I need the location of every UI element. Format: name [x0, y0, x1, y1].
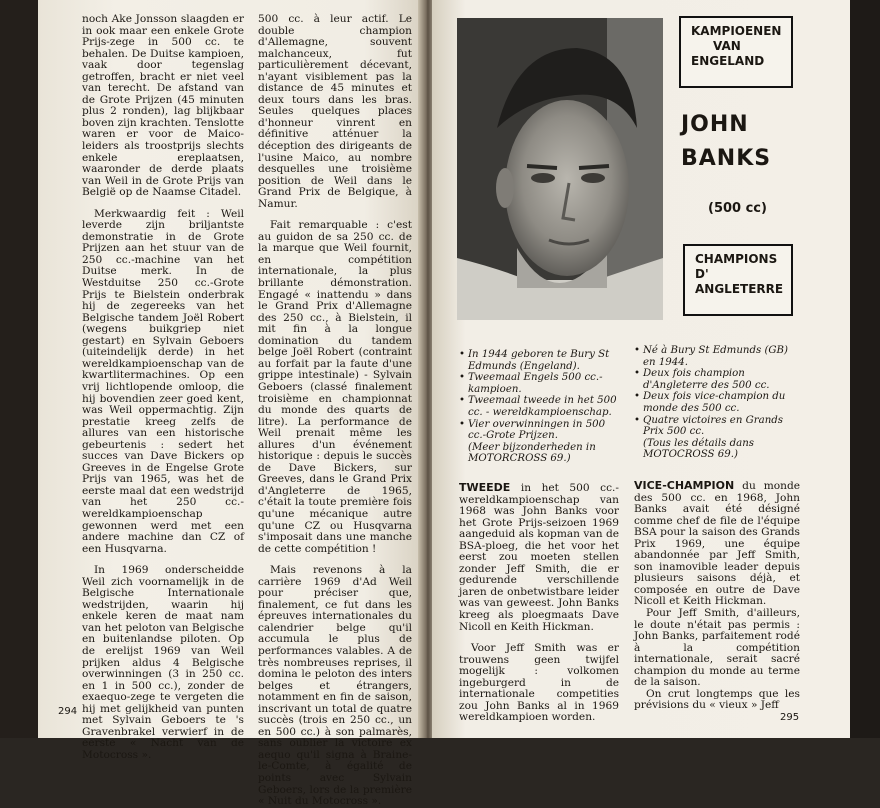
left-column-french [258, 14, 412, 808]
portrait-photo [457, 18, 663, 320]
background-left-edge [0, 0, 38, 738]
paragraph [459, 482, 619, 633]
paragraph: Merkwaardig feit : Weil leverde zijn briljantste demonstratie in de Grote Prijzen aan het stuur van de 250 cc.-machine van het Duitse merk. In de Westduitse 250 cc.-Grote Prijs te Bielstein onderbrak hij de zegereeks van het Belgische tandem Joël Robert (wegens buikgriep niet gestart) en Sylvain Geboers (uiteindelijk derde) in het wereldkampioenschap van de kwartlitermachines. Op een vrij lichtlopende omloop, die hij bovendien zeer goed kent, was Weil oppermachtig. Zijn prestatie kreeg zelfs de allures van een historische gebeurtenis : sedert het succes van Dave Bickers op Greeves in de Engelse Grote Prijs van 1965, was het de eerste maal dat een wedstrijd van het 250 cc.-wereldkampioenschap gewonnen werd met een andere machine dan CZ of een Husqvarna. [82, 207, 244, 555]
paragraph: Mais revenons à la carrière 1969 d'Ad Weil pour préciser que, finalement, ce fut dans les épreuves internationales du calendrier belge qu'il accumula le plus de performances valables. A de très nombreuses reprises, il domina le peloton des inters belges et étrangers, notamment en fin de saison, inscrivant un total de quatre succès (trois en 250 cc., un en 500 cc.) à son palmarès, sans oublier la victoire ex aequo qu'il signa à Braine-le-Comte, à égalité de points avec Sylvain Geboers, lors de la première « Nuit du Motocross ». [258, 564, 412, 808]
bullet: • [459, 418, 466, 430]
page-number-left: 294 [58, 706, 78, 717]
facts-list-dutch [459, 349, 621, 465]
box-line: KAMPIOENEN [691, 24, 782, 38]
paragraph-text: in het 500 cc.-wereldkampioenschap van 1968 was John Banks voor het Grote Prijs-seizoen 1969 aangeduid als kopman van de BSA-ploeg, die het voor het eerst zou moeten stellen zonder Jeff Smith, die er gedurende verschillende jaren de onbetwistbare leider was van geweest. John Banks kreeg als ploegmaats Dave Nicoll en Keith Hickman. [459, 482, 619, 633]
list-item [634, 368, 800, 391]
paragraph: 500 cc. à leur actif. Le double champion d'Allemagne, souvent malchanceux, fut particulièrement décevant, n'ayant visiblement pas la distance de 45 minutes et deux tours dans les bras. Seules quelques places d'honneur vinrent en définitive atténuer la déception des dirigeants de l'usine Maico, au nombre desquelles une troisième position de Weil dans le Grand Prix de Belgique, à Namur. [258, 13, 412, 210]
bullet: • [634, 391, 641, 403]
title-box-dutch [679, 16, 793, 88]
facts-list-french [634, 345, 800, 461]
list-item [459, 349, 621, 372]
bullet: • [634, 368, 641, 380]
fact-text: Vier overwinningen in 500 cc.-Grote Prijzen. [468, 418, 606, 442]
box-line: D' [695, 267, 709, 281]
name-last: BANKS [681, 146, 772, 171]
class-label: (500 cc) [708, 201, 767, 216]
paragraph: In 1969 onderscheidde Weil zich voornamelijk in de Belgische Internationale wedstrijden, waarin hij enkele keren de maat nam van het peloton van Belgische en buitenlandse piloten. Op de erelijst 1969 van Weil prijken aldus 4 Belgische overwinningen (3 in 250 cc. en 1 in 500 cc.), zonder de exaequo-zege te vergeten die hij met gelijkheid van punten met Sylvain Geboers te 's Gravenbrakel verwierf in de eerste « Nacht van de Motocross ». [82, 564, 244, 761]
bullet: • [459, 372, 466, 384]
background-right-edge [850, 0, 880, 738]
list-item [459, 395, 621, 418]
name-first: JOHN [681, 112, 749, 137]
right-column-french [634, 480, 800, 712]
portrait-illustration [457, 18, 663, 320]
list-item [634, 391, 800, 414]
bullet: • [634, 414, 641, 426]
left-column-dutch [82, 14, 244, 761]
fact-text: Quatre victoires en Grands Prix 500 cc. [643, 414, 784, 438]
box-line: CHAMPIONS [695, 252, 778, 266]
paragraph: Voor Jeff Smith was er trouwens geen twijfel mogelijk : volkomen ingeburgerd in de internationale competities zou John Banks al in 1969 wereldkampioen worden. [459, 642, 619, 724]
paragraph-text: du monde des 500 cc. en 1968, John Banks avait été désigné comme chef de file de l'équipe BSA pour la saison des Grands Prix 1969, une équipe abandonnée par Jeff Smith, son inamovible leader depuis plusieurs saisons déjà, et composée en outre de Dave Nicoll et Keith Hickman. [634, 480, 800, 608]
fact-text: Deux fois vice-champion du monde des 500 cc. [643, 391, 786, 414]
drop-cap: VICE-CHAMPION [634, 479, 735, 492]
box-line: ANGLETERRE [695, 282, 784, 296]
bullet: • [459, 349, 466, 360]
title-box-french [683, 244, 793, 316]
paragraph: Fait remarquable : c'est au guidon de sa 250 cc. de la marque que Weil fournit, en compétition internationale, la plus brillante démonstration. Engagé « inattendu » dans le Grand Prix d'Allemagne des 250 cc., à Bielstein, il mit fin à la longue domination du tandem belge Joël Robert (contraint au forfait par la faute d'une grippe intestinale) - Sylvain Geboers (classé finalement troisième en championnat du monde des quarts de litre). La performance de Weil prenait même les allures d'un événement historique : depuis le succès de Dave Bickers, sur Greeves, dans le Grand Prix d'Angleterre de 1965, c'était la toute première fois qu'une mécanique autre qu'une CZ ou Husqvarna s'imposait dans une manche de cette compétition ! [258, 219, 412, 555]
bullet: • [459, 395, 466, 407]
page-number-right: 295 [780, 712, 800, 723]
paragraph [634, 480, 800, 608]
right-column-dutch [459, 482, 619, 724]
fact-text: In 1944 geboren te Bury St Edmunds (Engeland). [468, 349, 610, 372]
fact-text: Deux fois champion d'Angleterre des 500 cc. [643, 368, 770, 391]
list-item [459, 419, 621, 442]
drop-cap: TWEEDE [459, 481, 511, 494]
fact-text: Tweemaal tweede in het 500 cc. - wereldkampioenschap. [468, 395, 617, 418]
fact-text: Tweemaal Engels 500 cc.-kampioen. [468, 372, 603, 395]
person-name [681, 112, 771, 172]
list-item [634, 345, 800, 368]
facts-note: (Meer bijzonderheden in MOTORCROSS 69.) [468, 441, 596, 465]
list-item [459, 372, 621, 395]
list-item [634, 415, 800, 438]
facts-note: (Tous les détails dans MOTOCROSS 69.) [643, 437, 754, 461]
paragraph: On crut longtemps que les prévisions du « vieux » Jeff [634, 687, 800, 712]
bullet: • [634, 345, 641, 356]
paragraph: Pour Jeff Smith, d'ailleurs, le doute n'était pas permis : John Banks, parfaitement rodé à la compétition internationale, serait sacré champion du monde au terme de la saison. [634, 607, 800, 689]
box-line: ENGELAND [691, 54, 765, 68]
fact-text: Né à Bury St Edmunds (GB) en 1944. [643, 345, 789, 368]
box-line: VAN [713, 39, 741, 53]
paragraph: noch Ake Jonsson slaagden er in ook maar een enkele Grote Prijs-zege in 500 cc. te behalen. De Duitse kampioen, vaak door tegenslag getroffen, bracht er niet veel van terecht. De afstand van de Grote Prijzen (45 minuten plus 2 ronden), lag blijkbaar boven zijn krachten. Tenslotte waren er voor de Maico-leiders als troostprijs slechts enkele ereplaatsen, waaronder de derde plaats van Weil in de Grote Prijs van België op de Naamse Citadel. [82, 13, 245, 199]
